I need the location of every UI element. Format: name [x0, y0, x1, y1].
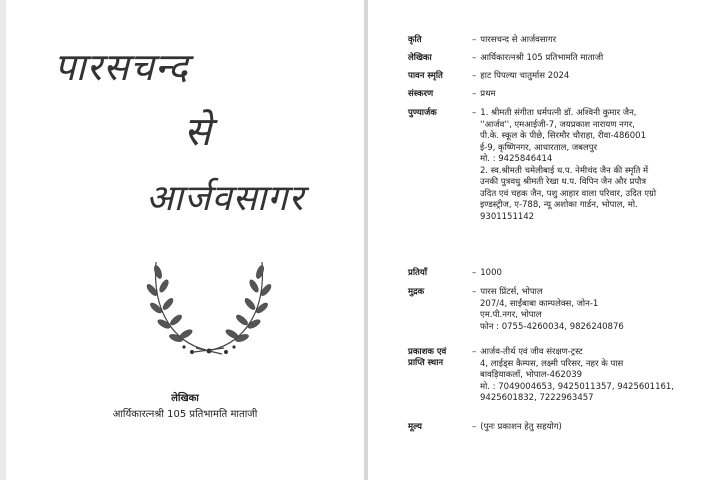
- smriti-label: पावन स्मृति: [408, 71, 443, 81]
- mudrak-line-2: 207/4, साईंबाबा काम्पलेक्स, जोन-1: [480, 298, 599, 309]
- punyarjak-label: पुण्यार्जक: [408, 108, 437, 118]
- mudrak-line-1: पारस प्रिंटर्स, भोपाल: [480, 287, 543, 297]
- sanskaran-label: संस्करण: [408, 89, 434, 99]
- author-name: आर्यिकारत्नश्री 105 प्रतिभामति माताजी: [112, 409, 258, 420]
- separator-dash: –: [472, 287, 477, 297]
- mulya-label: मूल्य: [408, 422, 422, 432]
- lekhika-label: लेखिका: [408, 53, 432, 63]
- separator-dash: –: [472, 268, 477, 278]
- prakashak-line-5: 9425601832, 7222963457: [480, 393, 594, 403]
- separator-dash: –: [472, 35, 477, 45]
- kriti-label: कृति: [408, 35, 422, 45]
- punyarjak-2-line-4: इण्डस्ट्रीज, ए-788, न्यू अशोका गार्डन, भोपाल, मो.: [480, 200, 638, 210]
- lekhika-text: आर्यिकारत्नश्री 105 प्रतिभामति माताजी: [480, 53, 604, 63]
- punyarjak-1-line-1: 1. श्रीमती संगीता धर्मपत्नी डॉ. अश्विनी कुमार जैन,: [480, 108, 637, 118]
- punyarjak-1-line-3: पी.के. स्कूल के पीछे, सिरमौर चौराहा, रीवा-486001: [480, 131, 646, 141]
- book-title-line-2: से: [184, 109, 212, 155]
- mudrak-label: मुद्रक: [408, 287, 425, 297]
- mudrak-line-3: एम.पी.नगर, भोपाल: [480, 310, 542, 320]
- sanskaran-value: [472, 89, 700, 101]
- separator-dash: –: [472, 89, 477, 99]
- kriti-text: पारसचन्द से आर्जवसागर: [480, 35, 557, 45]
- pratiyan-value: [472, 268, 700, 280]
- pratiyan-label: प्रतियाँ: [408, 268, 428, 278]
- book-title-line-3: आर्जवसागर: [146, 178, 305, 219]
- imprint-page: [368, 0, 712, 480]
- prakashak-value: [472, 347, 700, 405]
- mulya-value: [472, 422, 700, 434]
- author-heading: लेखिका: [171, 393, 199, 404]
- separator-dash: –: [472, 71, 477, 81]
- prakashak-line-2: 4, लाईड्स कैम्पस, लक्ष्मी परिसर, नहर के पास: [480, 358, 624, 369]
- mudrak-value: [472, 287, 700, 333]
- book-title-line-1: पारसचन्द: [54, 45, 189, 89]
- prakashak-line-1: आर्जव-तीर्थ एवं जीव संरक्षण-ट्रस्ट: [480, 347, 583, 357]
- punyarjak-1-line-2: ''आर्जव'', एमआईजी-7, जयप्रकाश नारायण नगर,: [480, 119, 635, 130]
- separator-dash: –: [472, 108, 477, 118]
- mudrak-line-4: फोन : 0755-4260034, 9826240876: [480, 321, 624, 332]
- prakashak-line-3: बावड़ियाकलाँ, भोपाल-462039: [480, 370, 583, 380]
- prakashak-label-line-2: प्राप्ति स्थान: [408, 358, 444, 368]
- separator-dash: –: [472, 422, 477, 432]
- smriti-value: [472, 71, 700, 83]
- prakashak-label-line-1: प्रकाशक एवं: [408, 347, 447, 357]
- laurel-wreath-icon: [134, 252, 284, 362]
- prakashak-line-4: मो. : 7049004653, 9425011357, 9425601161,: [480, 381, 675, 392]
- kriti-value: [472, 35, 700, 47]
- sanskaran-text: प्रथम: [480, 89, 496, 99]
- smriti-text: हाट पिपल्या चातुर्मास 2024: [480, 71, 570, 81]
- punyarjak-2-line-1: 2. स्व.श्रीमती चमेलीबाई ध.प. नेमीचंद जैन की स्मृति में: [480, 165, 649, 176]
- separator-dash: –: [472, 347, 477, 357]
- punyarjak-2-line-2: उनकी पुत्रवधु श्रीमती रेखा ध.प. विपिन जैन और प्रपौत्र: [480, 177, 647, 187]
- prakashak-label: [408, 347, 446, 369]
- cover-page: [6, 0, 364, 480]
- punyarjak-value: [472, 108, 700, 223]
- punyarjak-2-line-5: 9301151142: [480, 211, 535, 222]
- punyarjak-2-line-3: उदित एवं चहक जैन, पशु आहार वाला परिवार, उदित एग्रो: [480, 188, 657, 199]
- mulya-text: (पुनः प्रकाशन हेतु सहयोग): [480, 422, 562, 432]
- separator-dash: –: [472, 53, 477, 63]
- pratiyan-text: 1000: [480, 268, 502, 278]
- punyarjak-1-line-5: मो. : 9425846414: [480, 154, 553, 164]
- lekhika-value: [472, 53, 700, 65]
- punyarjak-1-line-4: ई-9, कृष्णिनगर, आधारताल, जबलपुर: [480, 142, 598, 153]
